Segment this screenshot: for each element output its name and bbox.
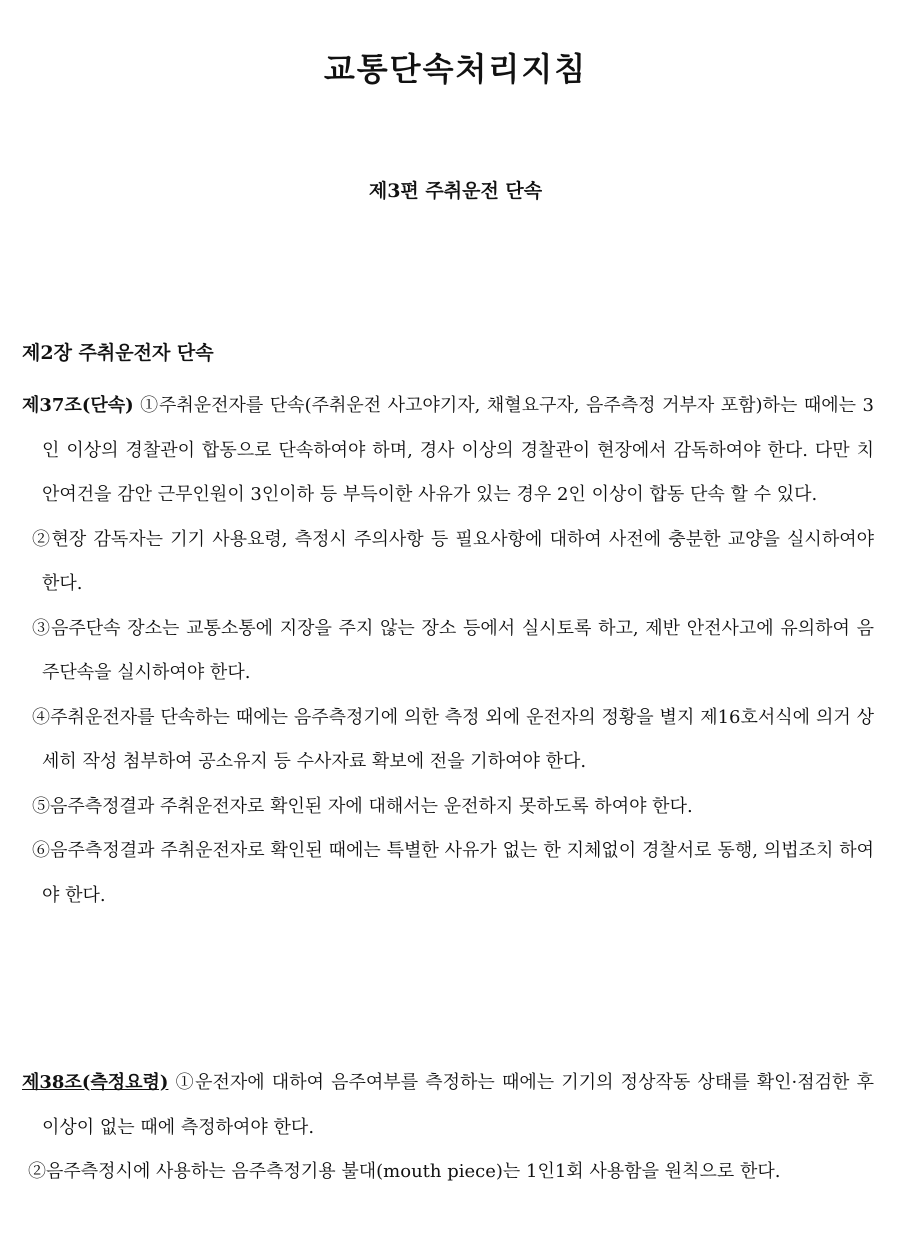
article-38-paragraph-1 <box>22 1061 874 1150</box>
article-37-paragraph-1 <box>22 384 874 518</box>
article-37-clause-3: ③음주단속 장소는 교통소통에 지장을 주지 않는 장소 등에서 실시토록 하고, 제반 안전사고에 유의하여 음주단속을 실시하여야 한다. <box>32 617 874 683</box>
article-38-clause-2: ②음주측정시에 사용하는 음주측정기용 불대(mouth piece)는 1인1회 사용함을 원칙으로 한다. <box>28 1161 781 1182</box>
article-37 <box>22 384 874 918</box>
article-38 <box>22 1061 874 1195</box>
article-37-clause-5: ⑤음주측정결과 주취운전자로 확인된 자에 대해서는 운전하지 못하도록 하여야 한다. <box>32 795 693 817</box>
article-37-clause-4: ④주취운전자를 단속하는 때에는 음주측정기에 의한 측정 외에 운전자의 정황을 별지 제16호서식에 의거 상세히 작성 첨부하여 공소유지 등 수사자료 확보에 전을 기하여야 한다. <box>32 706 874 772</box>
article-38-clause-1: ①운전자에 대하여 음주여부를 측정하는 때에는 기기의 정상작동 상태를 확인·점검한 후 이상이 없는 때에 측정하여야 한다. <box>42 1072 874 1138</box>
part-title: 제3편 주취운전 단속 <box>368 180 543 202</box>
chapter-title: 제2장 주취운전자 단속 <box>22 342 214 364</box>
article-37-clause-1: ①주취운전자를 단속(주취운전 사고야기자, 채혈요구자, 음주측정 거부자 포함)하는 때에는 3인 이상의 경찰관이 합동으로 단속하여야 하며, 경사 이상의 경찰관이 현장에서 감독하여야 한다. 다만 치안여건을 감안 근무인원이 3인이하 등 부득이한 사유가 있는 경우 2인 이상이 합동 단속 할 수 있다. <box>42 395 874 505</box>
article-37-clause-6: ⑥음주측정결과 주취운전자로 확인된 때에는 특별한 사유가 없는 한 지체없이 경찰서로 동행, 의법조치 하여야 한다. <box>32 840 874 906</box>
article-37-clause-2: ②현장 감독자는 기기 사용요령, 측정시 주의사항 등 필요사항에 대하여 사전에 충분한 교양을 실시하여야 한다. <box>32 528 874 594</box>
document-title: 교통단속처리지침 <box>323 50 588 88</box>
article-38-heading: 제38조(측정요령) <box>22 1072 169 1093</box>
article-37-heading: 제37조(단속) <box>22 395 134 416</box>
